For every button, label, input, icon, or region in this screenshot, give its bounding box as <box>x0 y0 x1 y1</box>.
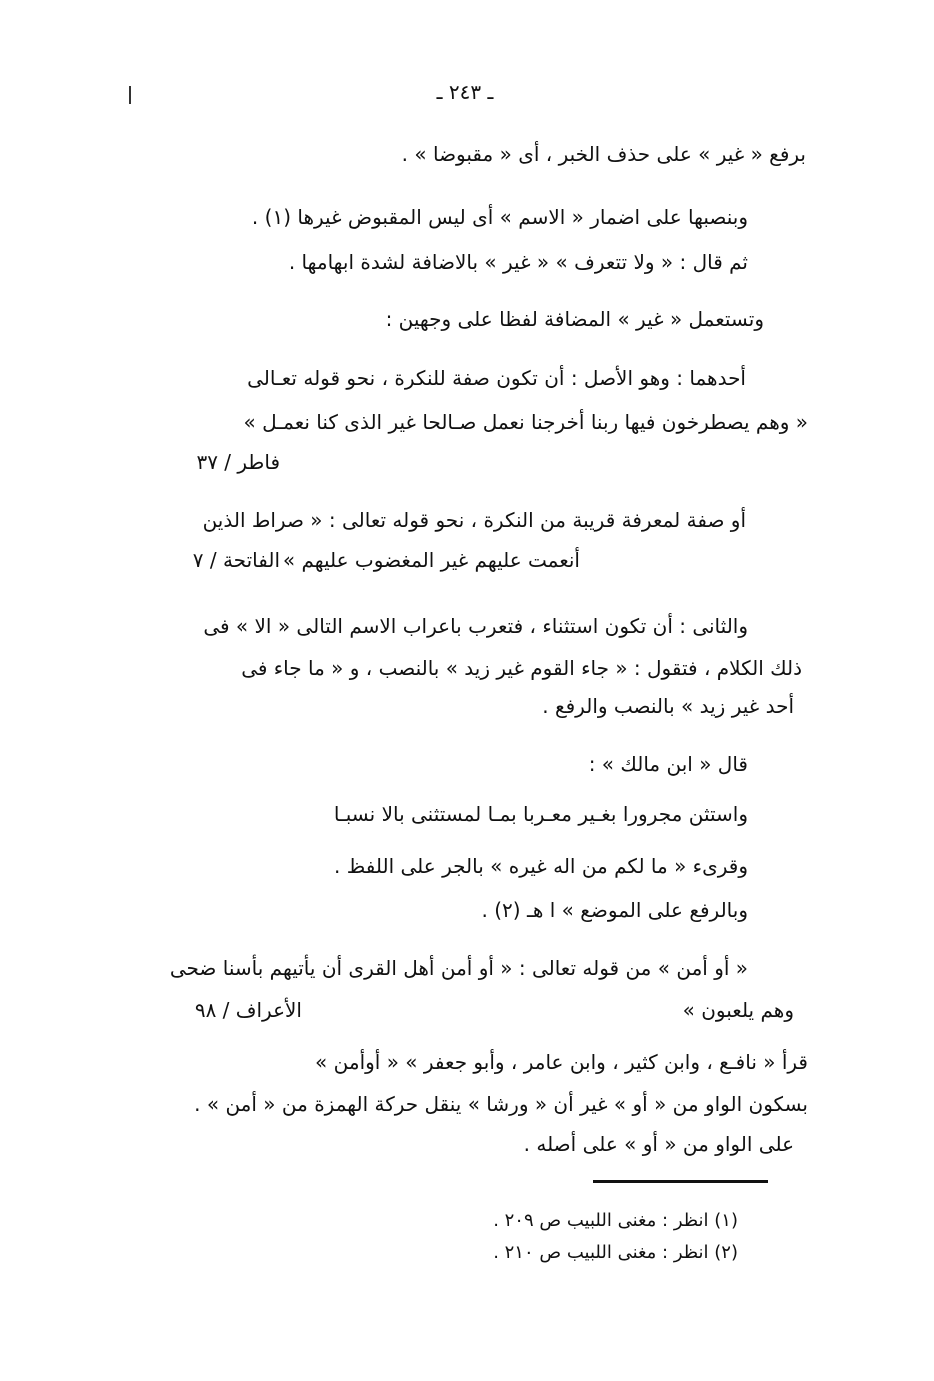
text-line: « أو أمن » من قوله تعالى : « أو أمن أهل القرى أن يأتيهم بأسنا ضحى <box>169 956 748 980</box>
margin-mark <box>129 86 131 104</box>
text-line: قال « ابن مالك » : <box>588 752 748 776</box>
text-line: ثم قال : « ولا تتعرف » « غير » بالاضافة لشدة ابهامها . <box>288 250 748 274</box>
page-number: ـ ٢٤٣ ـ <box>436 80 494 104</box>
text-line: أنعمت عليهم غير المغضوب عليهم » <box>282 548 580 572</box>
verse-reference: الأعراف / ٩٨ <box>194 998 302 1022</box>
footnote-divider <box>593 1180 768 1183</box>
text-line: قرأ « نافـع ، وابن كثير ، وابن عامر ، وأبو جعفر » « أوأمن » <box>315 1050 808 1074</box>
footnote: (٢) انظر : مغنى اللبيب ص ٢١٠ . <box>493 1242 738 1263</box>
text-line: والثانى : أن تكون استثناء ، فتعرب باعراب الاسم التالى « الا » فى <box>203 614 748 638</box>
text-line: ذلك الكلام ، فتقول : « جاء القوم غير زيد » بالنصب ، و « ما جاء فى <box>241 656 802 680</box>
verse-reference: فاطر / ٣٧ <box>196 450 280 474</box>
text-line: على الواو من « أو » على أصله . <box>523 1132 794 1156</box>
verse-reference: الفاتحة / ٧ <box>192 548 280 572</box>
poem-verse: واستثن مجرورا بغـير معـربا بمـا لمستثنى بالا نسبـا <box>333 802 748 826</box>
footnote: (١) انظر : مغنى اللبيب ص ٢٠٩ . <box>493 1210 738 1231</box>
text-line: وهم يلعبون » <box>682 998 794 1022</box>
text-line: وبالرفع على الموضع » ا هـ (٢) . <box>481 898 748 922</box>
text-line: أحد غير زيد » بالنصب والرفع . <box>542 694 794 718</box>
text-line: « وهم يصطرخون فيها ربنا أخرجنا نعمل صـالحا غير الذى كنا نعمـل » <box>243 410 808 434</box>
text-line: بسكون الواو من « أو » غير أن « ورشا » ينقل حركة الهمزة من « أمن » . <box>194 1092 808 1116</box>
text-line: برفع « غير » على حذف الخبر ، أى « مقبوضا » . <box>401 142 806 166</box>
text-line: وقرىء « ما لكم من اله غيره » بالجر على اللفظ . <box>334 854 748 878</box>
text-line: أو صفة لمعرفة قريبة من النكرة ، نحو قوله تعالى : « صراط الذين <box>202 508 746 532</box>
text-line: وتستعمل « غير » المضافة لفظا على وجهين : <box>385 307 764 331</box>
text-line: أحدهما : وهو الأصل : أن تكون صفة للنكرة ، نحو قوله تعـالى <box>247 366 746 390</box>
text-line: وبنصبها على اضمار « الاسم » أى ليس المقبوض غيرها (١) . <box>251 205 748 229</box>
